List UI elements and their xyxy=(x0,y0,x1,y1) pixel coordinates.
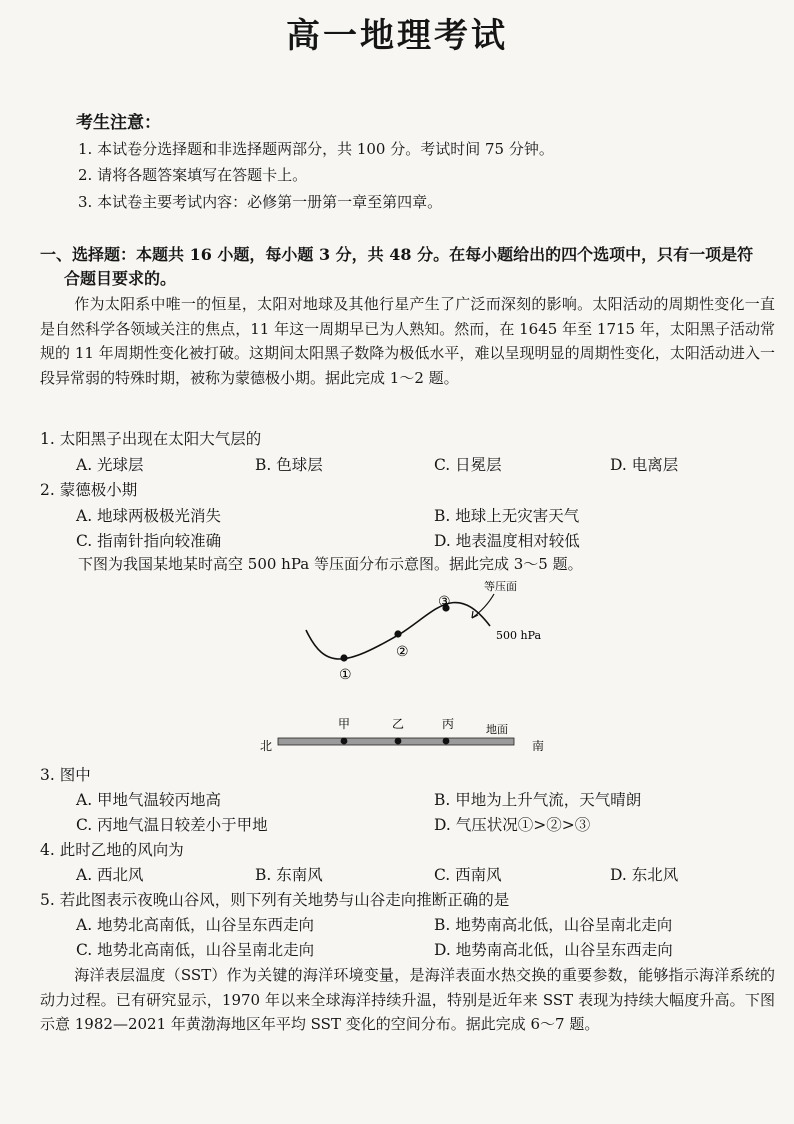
isobar-diagram xyxy=(250,578,570,760)
q5-option-d: D. 地势南高北低，山谷呈东西走向 xyxy=(434,941,673,959)
label-circle-2: ② xyxy=(396,644,409,660)
q2-option-c: C. 指南针指向较准确 xyxy=(76,532,222,550)
q1-option-b: B. 色球层 xyxy=(255,456,323,474)
isobar-surface-label: 等压面 xyxy=(484,580,517,593)
point-2 xyxy=(394,630,401,637)
question-4-stem: 4. 此时乙地的风向为 xyxy=(40,841,184,859)
q1-option-a: A. 光球层 xyxy=(76,456,144,474)
section-heading xyxy=(40,243,775,291)
q5-option-c: C. 地势北高南低，山谷呈南北走向 xyxy=(76,941,315,959)
question-3-stem: 3. 图中 xyxy=(40,766,91,784)
section-heading-line: 一、选择题：本题共 16 小题，每小题 3 分，共 48 分。在每小题给出的四个选项中，只有一项是符 xyxy=(40,245,754,264)
ground-point-bing xyxy=(443,738,450,745)
question-1-stem: 1. 太阳黑子出现在太阳大气层的 xyxy=(40,430,262,448)
passage-solar-text: 作为太阳系中唯一的恒星，太阳对地球及其他行星产生了广泛而深刻的影响。太阳活动的周期性变化一直是自然科学各领域关注的焦点，11 年这一周期早已为人熟知。然而，在 1645 年至 1715 年，太阳黑子活动常规的 11 年周期性变化被打破。这期间太阳黑子数降为极低水平，难以呈现明显的周期性变化，太阳活动进入一段异常弱的特殊时期，被称为蒙德极小期。据此完成 1～2 题。 xyxy=(40,295,775,387)
q4-option-b: B. 东南风 xyxy=(255,866,323,884)
notice-item: 3. 本试卷主要考试内容：必修第一册第一章至第四章。 xyxy=(78,193,443,211)
passage-sst xyxy=(40,963,775,1037)
q1-option-c: C. 日冕层 xyxy=(434,456,502,474)
q3-option-a: A. 甲地气温较丙地高 xyxy=(76,791,222,809)
q5-option-a: A. 地势北高南低，山谷呈东西走向 xyxy=(76,916,315,934)
q2-option-a: A. 地球两极极光消失 xyxy=(76,507,222,525)
label-yi: 乙 xyxy=(392,717,405,731)
question-5-stem: 5. 若此图表示夜晚山谷风，则下列有关地势与山谷走向推断正确的是 xyxy=(40,891,510,909)
notice-item: 2. 请将各题答案填写在答题卡上。 xyxy=(78,166,308,184)
q4-option-c: C. 西南风 xyxy=(434,866,502,884)
notice-heading: 考生注意： xyxy=(76,113,161,133)
question-2-stem: 2. 蒙德极小期 xyxy=(40,481,138,499)
q3-option-d: D. 气压状况①>②>③ xyxy=(434,816,591,834)
passage-sst-text: 海洋表层温度（SST）作为关键的海洋环境变量，是海洋表面水热交换的重要参数，能够指示海洋系统的动力过程。已有研究显示，1970 年以来全球海洋持续升温，特别是近年来 SST 表现为持续大幅度升高。下图示意 1982—2021 年黄渤海地区年平均 SST 变化的空间分布。据此完成 6～7 题。 xyxy=(40,966,775,1033)
ground-point-yi xyxy=(395,738,402,745)
label-circle-3: ③ xyxy=(438,594,451,610)
isobar-pointer-arrow xyxy=(472,594,494,618)
north-label: 北 xyxy=(260,739,273,753)
exam-title: 高一地理考试 xyxy=(286,16,508,56)
passage-solar xyxy=(40,292,775,390)
point-1 xyxy=(340,654,347,661)
label-bing: 丙 xyxy=(442,717,455,731)
label-circle-1: ① xyxy=(339,667,352,683)
pressure-500hpa-label: 500 hPa xyxy=(496,629,542,642)
q3-option-c: C. 丙地气温日较差小于甲地 xyxy=(76,816,268,834)
q5-option-b: B. 地势南高北低，山谷呈南北走向 xyxy=(434,916,673,934)
q1-option-d: D. 电离层 xyxy=(610,456,679,474)
south-label: 南 xyxy=(532,739,545,753)
q4-option-d: D. 东北风 xyxy=(610,866,679,884)
q4-option-a: A. 西北风 xyxy=(76,866,144,884)
q2-option-d: D. 地表温度相对较低 xyxy=(434,532,580,550)
q3-option-b: B. 甲地为上升气流，天气晴朗 xyxy=(434,791,642,809)
label-jia: 甲 xyxy=(338,717,351,731)
q2-option-b: B. 地球上无灾害天气 xyxy=(434,507,580,525)
ground-point-jia xyxy=(341,738,348,745)
ground-label: 地面 xyxy=(486,723,508,736)
figure-caption: 下图为我国某地某时高空 500 hPa 等压面分布示意图。据此完成 3～5 题。 xyxy=(78,555,583,573)
notice-item: 1. 本试卷分选择题和非选择题两部分，共 100 分。考试时间 75 分钟。 xyxy=(78,140,554,158)
section-heading-line: 合题目要求的。 xyxy=(64,269,177,288)
